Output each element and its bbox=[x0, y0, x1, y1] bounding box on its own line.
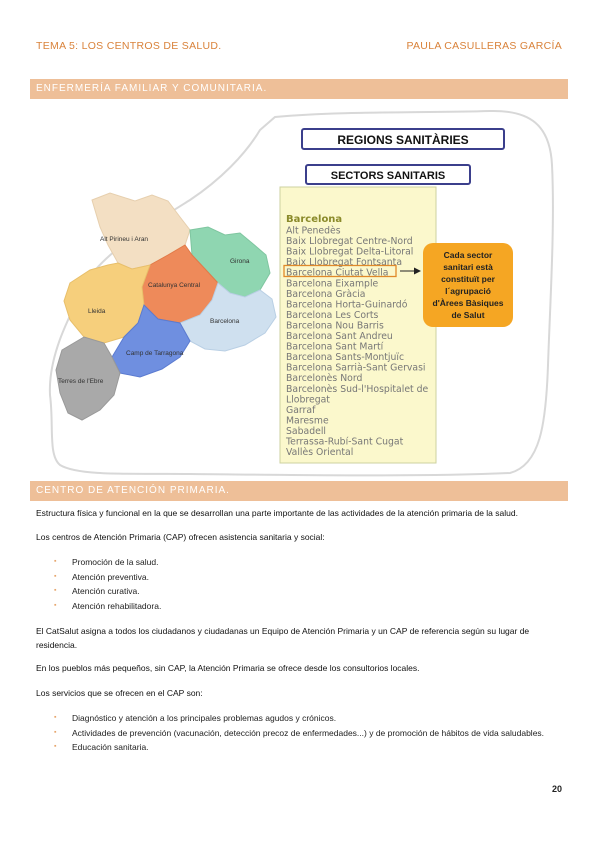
sectors-title: SECTORS SANITARIS bbox=[330, 170, 446, 182]
sector-item: Llobregat bbox=[286, 394, 330, 406]
header-author: PAULA CASULLERAS GARCÍA bbox=[406, 40, 562, 52]
list-item: ▪ Atención rehabilitadora. bbox=[54, 599, 564, 614]
sector-item: Barcelona Gràcia bbox=[286, 288, 366, 300]
callout-line: constituït per bbox=[441, 274, 495, 284]
sector-item: Barcelona Sant Martí bbox=[286, 341, 384, 353]
section-title-cap: CENTRO DE ATENCIÓN PRIMARIA. bbox=[30, 481, 568, 501]
sector-item: Vallès Oriental bbox=[286, 447, 354, 459]
callout-line: l´agrupació bbox=[445, 286, 491, 296]
callout-line: sanitari està bbox=[443, 262, 493, 272]
sector-item: Maresme bbox=[286, 415, 329, 427]
regions-map-figure bbox=[40, 105, 560, 480]
label-girona: Girona bbox=[230, 258, 250, 265]
sector-item: Barcelona Ciutat Vella bbox=[286, 267, 389, 279]
services-list-1 bbox=[54, 555, 564, 613]
page-number: 20 bbox=[552, 784, 563, 794]
sector-item: Barcelonès Sud-l'Hospitalet de bbox=[286, 383, 429, 395]
label-terres-ebre: Terres de l'Ebre bbox=[58, 378, 104, 385]
sector-item: Barcelona Sarrià-Sant Gervasi bbox=[286, 362, 426, 374]
label-barcelona: Barcelona bbox=[210, 318, 240, 325]
sector-item: Barcelona Eixample bbox=[286, 278, 379, 290]
callout-line: de Salut bbox=[451, 310, 485, 320]
section-title-enfermeria: ENFERMERÍA FAMILIAR Y COMUNITARIA. bbox=[30, 79, 568, 99]
sector-item: Sabadell bbox=[286, 425, 326, 437]
list-item: ▪ Diagnóstico y atención a los principales problemas agudos y crónicos. bbox=[54, 711, 564, 726]
list-item: ▪ Atención curativa. bbox=[54, 584, 564, 599]
sector-item: Barcelona Sant Andreu bbox=[286, 331, 393, 342]
sector-item: Barcelona Sants-Montjuïc bbox=[286, 352, 405, 364]
sector-item: Garraf bbox=[286, 404, 316, 416]
sector-item: Terrassa-Rubí-Sant Cugat bbox=[286, 436, 404, 448]
sector-item: Barcelona Horta-Guinardó bbox=[286, 299, 408, 311]
sector-item: Alt Penedès bbox=[286, 225, 341, 237]
paragraph-definition: Estructura física y funcional en la que se desarrollan una parte importante de las actividades de la atención primaria de la salud. bbox=[36, 508, 518, 518]
sector-item: Baix Llobregat Delta-Litoral bbox=[286, 246, 414, 258]
sector-item: Barcelona Les Corts bbox=[286, 309, 379, 321]
paragraph-cap-intro: Los centros de Atención Primaria (CAP) ofrecen asistencia sanitaria y social: bbox=[36, 532, 325, 542]
paragraph-catsalut: El CatSalut asigna a todos los ciudadanos y ciudadanas un Equipo de Atención Primaria y un CAP de referencia según su lugar de residencia. bbox=[36, 626, 530, 650]
callout-line: d'Àrees Bàsiques bbox=[432, 298, 504, 308]
list-item: ▪ Promoción de la salud. bbox=[54, 555, 564, 570]
sector-item: Baix Llobregat Centre-Nord bbox=[286, 236, 413, 248]
label-lleida: Lleida bbox=[88, 308, 106, 315]
callout-line: Cada sector bbox=[443, 250, 493, 260]
label-alt-pirineu: Alt Pirineu i Aran bbox=[100, 236, 149, 243]
list-item: ▪ Actividades de prevención (vacunación, detección precoz de enfermedades...) y de promoción de hábitos de vida saludables. bbox=[54, 726, 564, 741]
list-item: ▪ Atención preventiva. bbox=[54, 570, 564, 585]
list-item: ▪ Educación sanitaria. bbox=[54, 740, 564, 755]
sector-item: Baix Llobregat Fontsanta bbox=[286, 257, 403, 269]
header-topic: TEMA 5: LOS CENTROS DE SALUD. bbox=[36, 40, 222, 52]
label-camp-tarragona: Camp de Tarragona bbox=[126, 350, 184, 357]
services-list-2 bbox=[54, 711, 564, 755]
paragraph-servicios-intro: Los servicios que se ofrecen en el CAP son: bbox=[36, 688, 203, 698]
paragraph-pueblos: En los pueblos más pequeños, sin CAP, la Atención Primaria se ofrece desde los consultorios locales. bbox=[36, 663, 420, 673]
sectors-list-heading: Barcelona bbox=[286, 214, 343, 225]
label-catalunya-central: Catalunya Central bbox=[148, 282, 201, 289]
sector-item: Barcelonès Nord bbox=[286, 373, 363, 385]
regions-title: REGIONS SANITÀRIES bbox=[337, 133, 469, 147]
sector-item: Barcelona Nou Barris bbox=[286, 320, 384, 332]
